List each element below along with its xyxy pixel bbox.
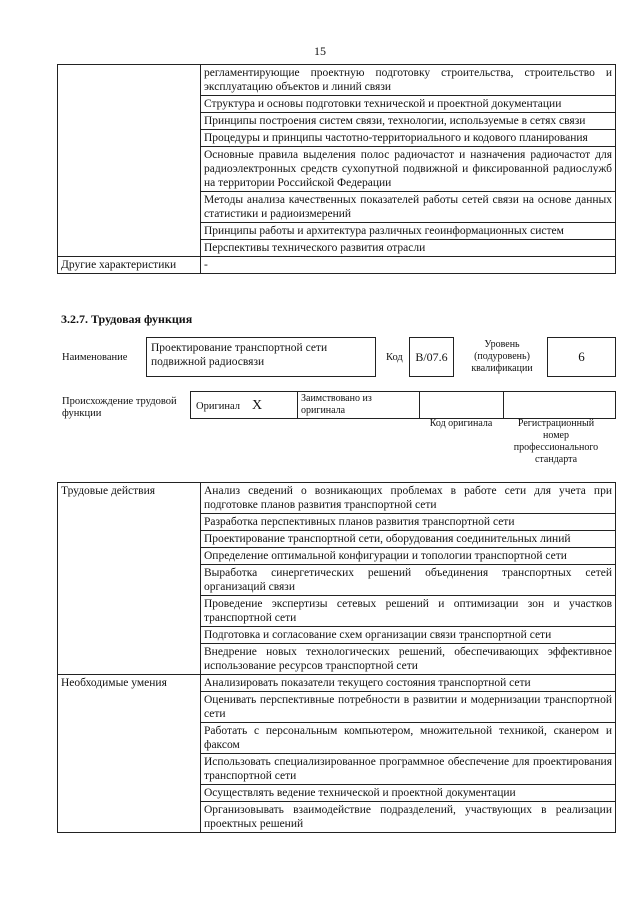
labor-action-item: Подготовка и согласование схем организации связи транспортной сети xyxy=(201,627,616,644)
other-characteristics-label: Другие характеристики xyxy=(58,257,201,274)
knowledge-item: Методы анализа качественных показателей работы сетей связи на основе данных статистики и радиоизмерений xyxy=(201,192,616,223)
code-label: Код xyxy=(386,352,403,363)
level-value-box: 6 xyxy=(547,337,616,377)
page-number: 15 xyxy=(314,44,326,58)
divider xyxy=(419,392,420,418)
labor-function-table xyxy=(57,482,616,833)
skill-item: Организовывать взаимодействие подразделений, участвующих в реализации проектных решений xyxy=(201,802,616,833)
skill-item: Анализировать показатели текущего состояния транспортной сети xyxy=(201,675,616,692)
divider xyxy=(503,392,504,418)
labor-actions-label: Трудовые действия xyxy=(58,483,201,675)
knowledge-item: Основные правила выделения полос радиочастот и назначения радиочастот для радиоэлектронных средств сухопутной подвижной и фиксированной радиослужб на территории Российской Федерации xyxy=(201,147,616,192)
divider xyxy=(297,392,298,418)
knowledge-table xyxy=(57,64,616,274)
labor-action-item: Определение оптимальной конфигурации и топологии транспортной сети xyxy=(201,548,616,565)
skill-item: Оценивать перспективные потребности в развитии и модернизации транспортной сети xyxy=(201,692,616,723)
labor-action-item: Проведение экспертизы сетевых решений и оптимизации зон и участков транспортной сети xyxy=(201,596,616,627)
knowledge-label-cell xyxy=(58,65,201,257)
labor-action-item: Проектирование транспортной сети, оборудования соединительных линий xyxy=(201,531,616,548)
knowledge-item: Принципы построения систем связи, технологии, используемые в сетях связи xyxy=(201,113,616,130)
skill-item: Осуществлять ведение технической и проектной документации xyxy=(201,785,616,802)
labor-action-item: Выработка синергетических решений объединения транспортных сетей организаций связи xyxy=(201,565,616,596)
skill-item: Использовать специализированное программное обеспечение для проектирования транспортной сети xyxy=(201,754,616,785)
function-name-box: Проектирование транспортной сети подвижной радиосвязи xyxy=(146,337,376,377)
section-heading: 3.2.7. Трудовая функция xyxy=(61,312,193,326)
knowledge-item: Перспективы технического развития отрасли xyxy=(201,240,616,257)
name-label: Наименование xyxy=(62,352,128,363)
knowledge-item: Процедуры и принципы частотно-территориального и кодового планирования xyxy=(201,130,616,147)
code-original-caption: Код оригинала xyxy=(429,418,493,429)
code-value-box: B/07.6 xyxy=(409,337,454,377)
reg-number-caption: Регистрационный номер профессионального стандарта xyxy=(513,418,599,465)
origin-label: Происхождение трудовой функции xyxy=(62,396,177,419)
other-characteristics-value: - xyxy=(201,257,616,274)
skills-label: Необходимые умения xyxy=(58,675,201,833)
skill-item: Работать с персональным компьютером, множительной техникой, сканером и факсом xyxy=(201,723,616,754)
labor-action-item: Разработка перспективных планов развития транспортной сети xyxy=(201,514,616,531)
knowledge-item: Принципы работы и архитектура различных геоинформационных систем xyxy=(201,223,616,240)
original-mark: X xyxy=(252,398,263,413)
knowledge-item: регламентирующие проектную подготовку строительства, строительство и эксплуатацию объектов и линий связи xyxy=(201,65,616,96)
labor-action-item: Внедрение новых технологических решений, обеспечивающих эффективное использование ресурсов транспортной сети xyxy=(201,644,616,675)
level-label: Уровень (подуровень) квалификации xyxy=(471,339,533,374)
borrowed-label: Заимствовано из оригинала xyxy=(301,393,372,416)
original-label: Оригинал xyxy=(196,401,240,412)
labor-action-item: Анализ сведений о возникающих проблемах в работе сети для учета при подготовке планов развития транспортной сети xyxy=(201,483,616,514)
knowledge-item: Структура и основы подготовки технической и проектной документации xyxy=(201,96,616,113)
